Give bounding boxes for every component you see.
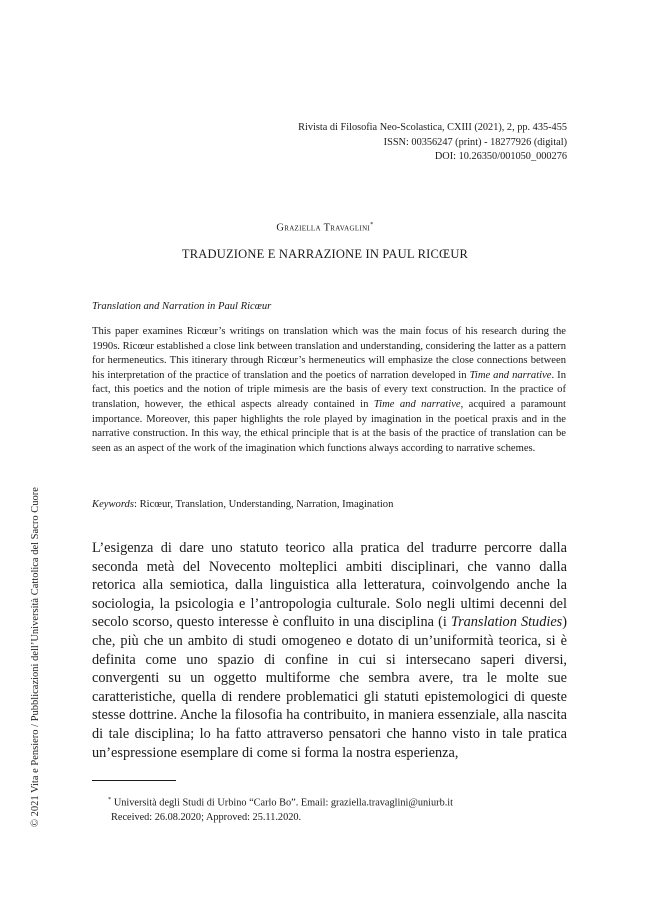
abstract bbox=[92, 325, 566, 456]
body-text bbox=[92, 539, 567, 762]
author-footnote-marker[interactable]: * bbox=[370, 221, 374, 228]
keywords bbox=[92, 498, 566, 513]
abstract-italic-2: Time and narrative bbox=[373, 398, 461, 410]
abstract-part-1: This paper examines Ricœur’s writings on translation which was the main focus of his research during the 1990s. Ricœur established a close link between translation and understanding, considering the latter as a pattern for hermeneutics. This itinerary through Ricœur’s hermeneutics will emphasize the close connections between his interpretation of the practice of translation and the poetics of narration developed in bbox=[92, 326, 566, 381]
journal-info bbox=[298, 121, 567, 165]
footnote-affiliation-line bbox=[108, 793, 538, 811]
body-part-1: L’esigenza di dare uno statuto teorico alla pratica del tradurre percorre dalla seconda metà del Novecento molteplici ambiti disciplinari, che vanno dalla retorica alla semiotica, dalla linguistica alla letteratura, coinvolgendo anche la sociologia, la psicologia e l’antropologia culturale. Solo negli ultimi decenni del secolo scorso, questo interesse è confluito in una disciplina (i bbox=[92, 540, 567, 631]
journal-citation: Rivista di Filosofia Neo-Scolastica, CXIII (2021), 2, pp. 435-455 bbox=[298, 122, 567, 133]
issn: ISSN: 00356247 (print) - 18277926 (digital) bbox=[383, 136, 567, 148]
footnote bbox=[108, 793, 538, 825]
keywords-label: Keywords bbox=[92, 499, 134, 510]
footnote-marker: * bbox=[108, 796, 112, 803]
author-name-text: Graziella Travaglini bbox=[276, 222, 371, 234]
footnote-affiliation: Università degli Studi di Urbino “Carlo Bo”. Email: graziella.travaglini@uniurb.it bbox=[111, 797, 454, 809]
abstract-italic-1: Time and narrative bbox=[469, 369, 552, 381]
abstract-part-3: , acquired a paramount importance. Moreover, this paper highlights the role played by imagination in the poetical praxis and in the narrative construction. In this way, the ethical principle that is at the basis of the practice of translation can be seen as an aspect of the work of the imagination which functions always according to narrative schemes. bbox=[92, 398, 567, 454]
footnote-dates: Received: 26.08.2020; Approved: 25.11.2020. bbox=[111, 811, 302, 823]
side-copyright: © 2021 Vita e Pensiero / Pubblicazioni dell’Università Cattolica del Sacro Cuore bbox=[30, 487, 41, 827]
doi: DOI: 10.26350/001050_000276 bbox=[434, 151, 567, 162]
body-italic-1: Translation Studies bbox=[450, 614, 563, 631]
author-name bbox=[0, 221, 650, 234]
body-part-2: ) che, più che un ambito di studi omogeneo e dotato di un’uniformità teorica, si è definita come uno spazio di confine in cui si intersecano saperi diversi, convergenti su un oggetto multiforme che sembra avere, tra le molte sue caratteristiche, quella di rendere problematici gli statuti epistemologici di queste stesse dottrine. Anche la filosofia ha contribuito, in maniera essenziale, alla nascita di tale disciplina; lo ha fatto attraverso pensatori che hanno visto in tale pratica un’espressione esemplare di come si forma la nostra esperienza, bbox=[92, 614, 568, 761]
footnote-divider bbox=[92, 780, 176, 781]
keywords-list: : Ricœur, Translation, Understanding, Narration, Imagination bbox=[133, 499, 394, 510]
article-title: TRADUZIONE E NARRAZIONE IN PAUL RICŒUR bbox=[181, 247, 469, 261]
english-title: Translation and Narration in Paul Ricœur bbox=[92, 301, 272, 312]
abstract-part-2: . In fact, this poetics and the notion of triple mimesis are the basis of every text construction. In the practice of translation, however, the ethical aspects already contained in bbox=[92, 369, 567, 410]
